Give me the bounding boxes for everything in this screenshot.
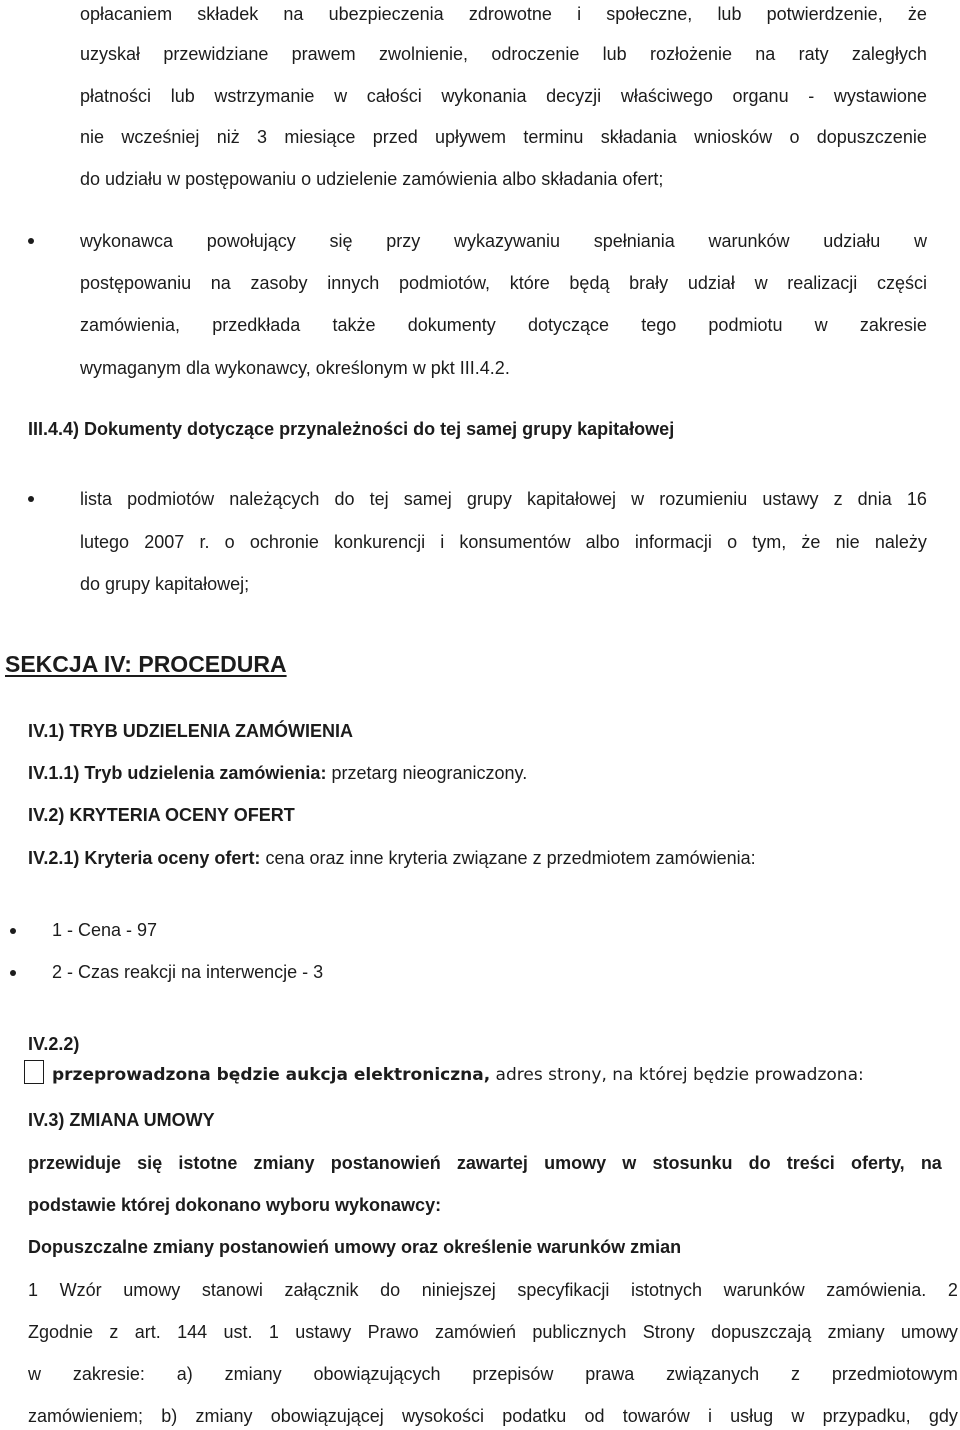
text-line: zamówieniem; b) zmiany obowiązującej wysokości podatku od towarów i usług w przypadku, gdy: [28, 1406, 958, 1426]
bullet-dot: [28, 496, 34, 502]
text-line: lista podmiotów należących do tej samej grupy kapitałowej w rozumieniu ustawy z dnia 16: [80, 489, 927, 509]
criterion-item: 1 - Cena - 97: [52, 920, 158, 940]
heading-iv-3: IV.3) ZMIANA UMOWY: [28, 1110, 215, 1130]
text-line: wymaganym dla wykonawcy, określonym w pkt III.4.2.: [80, 358, 510, 378]
changes-line-1: przewiduje się istotne zmiany postanowień zawartej umowy w stosunku do treści oferty, na: [28, 1153, 942, 1173]
text-line: opłacaniem składek na ubezpieczenia zdrowotne i społeczne, lub potwierdzenie, że: [80, 4, 927, 24]
heading-iv-2-2: IV.2.2): [28, 1034, 80, 1054]
text-line: płatności lub wstrzymanie w całości wykonania decyzji właściwego organu - wystawione: [80, 86, 927, 106]
changes-line-2: podstawie której dokonano wyboru wykonawcy:: [28, 1195, 442, 1215]
text-line: lutego 2007 r. o ochronie konkurencji i konsumentów albo informacji o tym, że nie należy: [80, 532, 927, 552]
text-line: 1 Wzór umowy stanowi załącznik do niniejszej specyfikacji istotnych warunków zamówienia. 2: [28, 1280, 958, 1300]
heading-iv-2: IV.2) KRYTERIA OCENY OFERT: [28, 805, 295, 825]
auction-checkbox[interactable]: [24, 1060, 44, 1084]
criterion-item: 2 - Czas reakcji na interwencje - 3: [52, 962, 324, 982]
text-line: Zgodnie z art. 144 ust. 1 ustawy Prawo zamówień publicznych Strony dopuszczają zmiany umowy: [28, 1322, 958, 1342]
bullet-dot: [28, 238, 34, 244]
heading-iii-4-4: III.4.4) Dokumenty dotyczące przynależności do tej samej grupy kapitałowej: [28, 419, 675, 439]
text-line: postępowaniu na zasoby innych podmiotów, które będą brały udział w realizacji części: [80, 273, 927, 293]
text-line: nie wcześniej niż 3 miesiące przed upływem terminu składania wniosków o dopuszczenie: [80, 127, 927, 147]
heading-iv-1: IV.1) TRYB UDZIELENIA ZAMÓWIENIA: [28, 721, 354, 741]
text-line: uzyskał przewidziane prawem zwolnienie, odroczenie lub rozłożenie na raty zaległych: [80, 44, 927, 64]
text-line: zamówienia, przedkłada także dokumenty dotyczące tego podmiotu w zakresie: [80, 315, 927, 335]
text-line: do udziału w postępowaniu o udzielenie zamówienia albo składania ofert;: [80, 169, 664, 189]
iv-2-1-label: IV.2.1) Kryteria oceny ofert:: [28, 848, 261, 868]
iv-1-1-value: przetarg nieograniczony.: [326, 763, 528, 783]
text-line: w zakresie: a) zmiany obowiązujących przepisów prawa związanych z przedmiotowym: [28, 1364, 958, 1384]
bullet-dot: [10, 928, 16, 934]
auction-rest-text: adres strony, na której będzie prowadzona:: [490, 1065, 864, 1085]
text-line: wykonawca powołujący się przy wykazywaniu spełniania warunków udziału w: [80, 231, 927, 251]
bullet-dot: [10, 970, 16, 976]
text-line: do grupy kapitałowej;: [80, 574, 250, 594]
iv-2-1-value: cena oraz inne kryteria związane z przedmiotem zamówienia:: [260, 848, 756, 868]
section-title: SEKCJA IV: PROCEDURA: [5, 651, 287, 677]
changes-line-3: Dopuszczalne zmiany postanowień umowy oraz określenie warunków zmian: [28, 1237, 682, 1257]
iv-1-1-line: [28, 761, 527, 785]
iv-2-1-line: [28, 846, 756, 870]
auction-bold-text: przeprowadzona będzie aukcja elektroniczna,: [52, 1065, 491, 1085]
auction-line: [52, 1063, 864, 1087]
iv-1-1-label: IV.1.1) Tryb udzielenia zamówienia:: [28, 763, 327, 783]
